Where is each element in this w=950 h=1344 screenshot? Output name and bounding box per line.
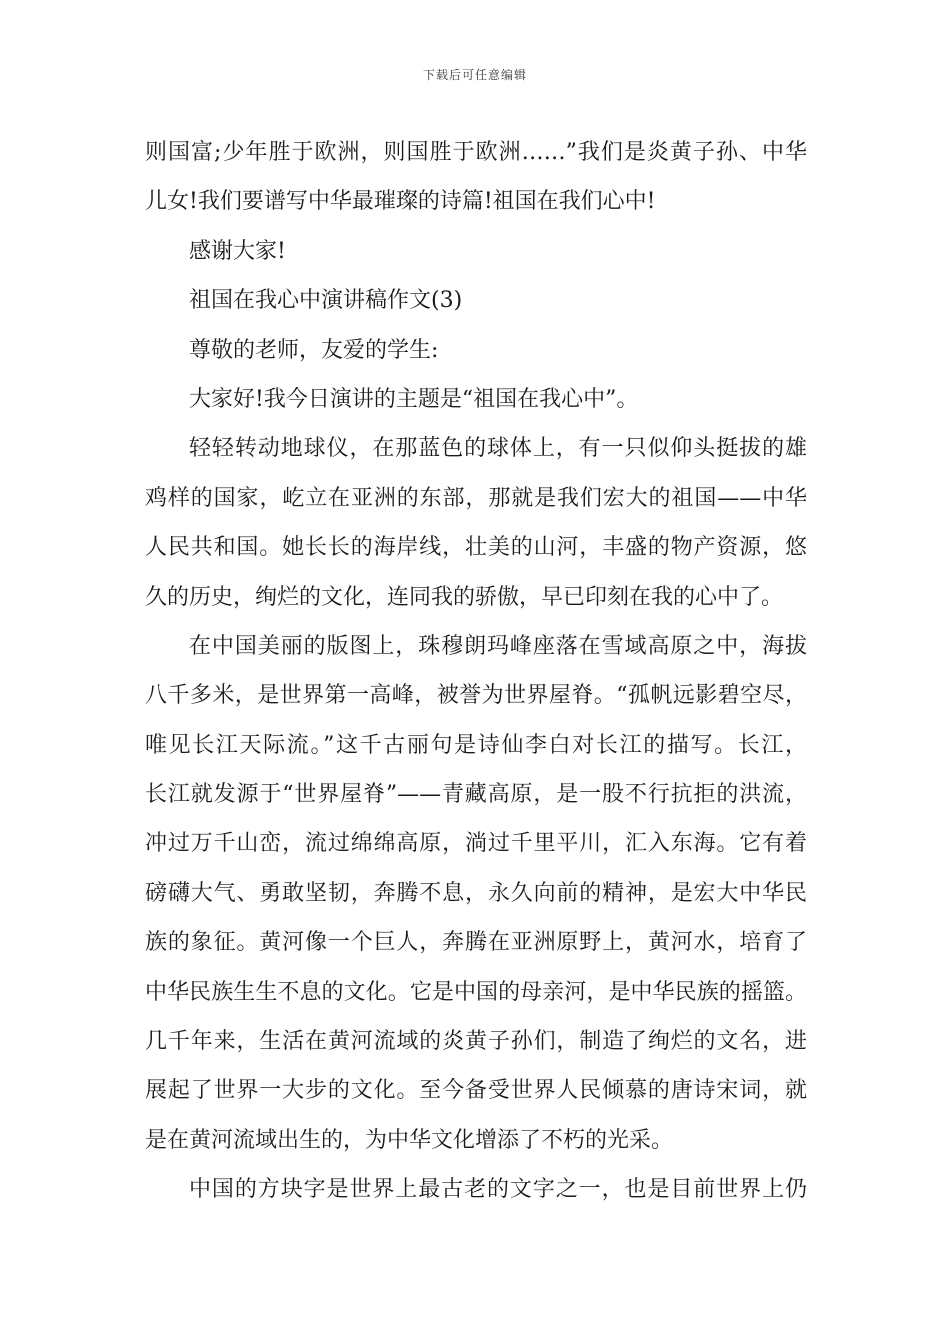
text-line: 展起了世界一大步的文化。至今备受世界人民倾慕的唐诗宋词，就 bbox=[145, 1078, 807, 1104]
text-line: 尊敬的老师，友爱的学生: bbox=[189, 337, 439, 363]
text-line: 唯见长江天际流。”这千古丽句是诗仙李白对长江的描写。长江， bbox=[145, 732, 807, 758]
text-line: 人民共和国。她长长的海岸线，壮美的山河，丰盛的物产资源，悠 bbox=[145, 535, 807, 561]
text-line: 大家好!我今日演讲的主题是“祖国在我心中”。 bbox=[189, 386, 639, 412]
text-line: 感谢大家! bbox=[189, 238, 286, 264]
text-line: 磅礴大气、勇敢坚韧，奔腾不息，永久向前的精神，是宏大中华民 bbox=[145, 880, 807, 906]
text-line: 祖国在我心中演讲稿作文(3) bbox=[189, 288, 463, 314]
text-line: 中国的方块字是世界上最古老的文字之一，也是目前世界上仍 bbox=[189, 1177, 807, 1203]
text-line: 是在黄河流域出生的，为中华文化增添了不朽的光采。 bbox=[145, 1127, 674, 1153]
text-line: 鸡样的国家，屹立在亚洲的东部，那就是我们宏大的祖国——中华 bbox=[145, 485, 807, 511]
page-header: 下载后可任意编辑 bbox=[422, 68, 527, 82]
text-line: 几千年来，生活在黄河流域的炎黄子孙们，制造了绚烂的文名，进 bbox=[145, 1029, 807, 1055]
text-line: 久的历史，绚烂的文化，连同我的骄傲，早已印刻在我的心中了。 bbox=[145, 584, 784, 610]
text-line: 族的象征。黄河像一个巨人，奔腾在亚洲原野上，黄河水，培育了 bbox=[145, 930, 807, 956]
text-line: 在中国美丽的版图上，珠穆朗玛峰座落在雪域高原之中，海拔 bbox=[189, 633, 807, 659]
text-line: 冲过万千山峦，流过绵绵高原，淌过千里平川，汇入东海。它有着 bbox=[145, 831, 807, 857]
text-line: 轻轻转动地球仪，在那蓝色的球体上，有一只似仰头挺拔的雄 bbox=[189, 436, 807, 462]
text-line: 长江就发源于“世界屋脊”——青藏高原，是一股不行抗拒的洪流， bbox=[145, 782, 807, 808]
text-line: 中华民族生生不息的文化。它是中国的母亲河，是中华民族的摇篮。 bbox=[145, 979, 807, 1005]
document-body bbox=[145, 128, 807, 1215]
text-line: 儿女!我们要谱写中华最璀璨的诗篇!祖国在我们心中! bbox=[145, 189, 656, 215]
text-line: 则国富;少年胜于欧洲，则国胜于欧洲……”我们是炎黄子孙、中华 bbox=[145, 140, 807, 165]
text-line: 八千多米，是世界第一高峰，被誉为世界屋脊。“孤帆远影碧空尽， bbox=[145, 683, 807, 709]
